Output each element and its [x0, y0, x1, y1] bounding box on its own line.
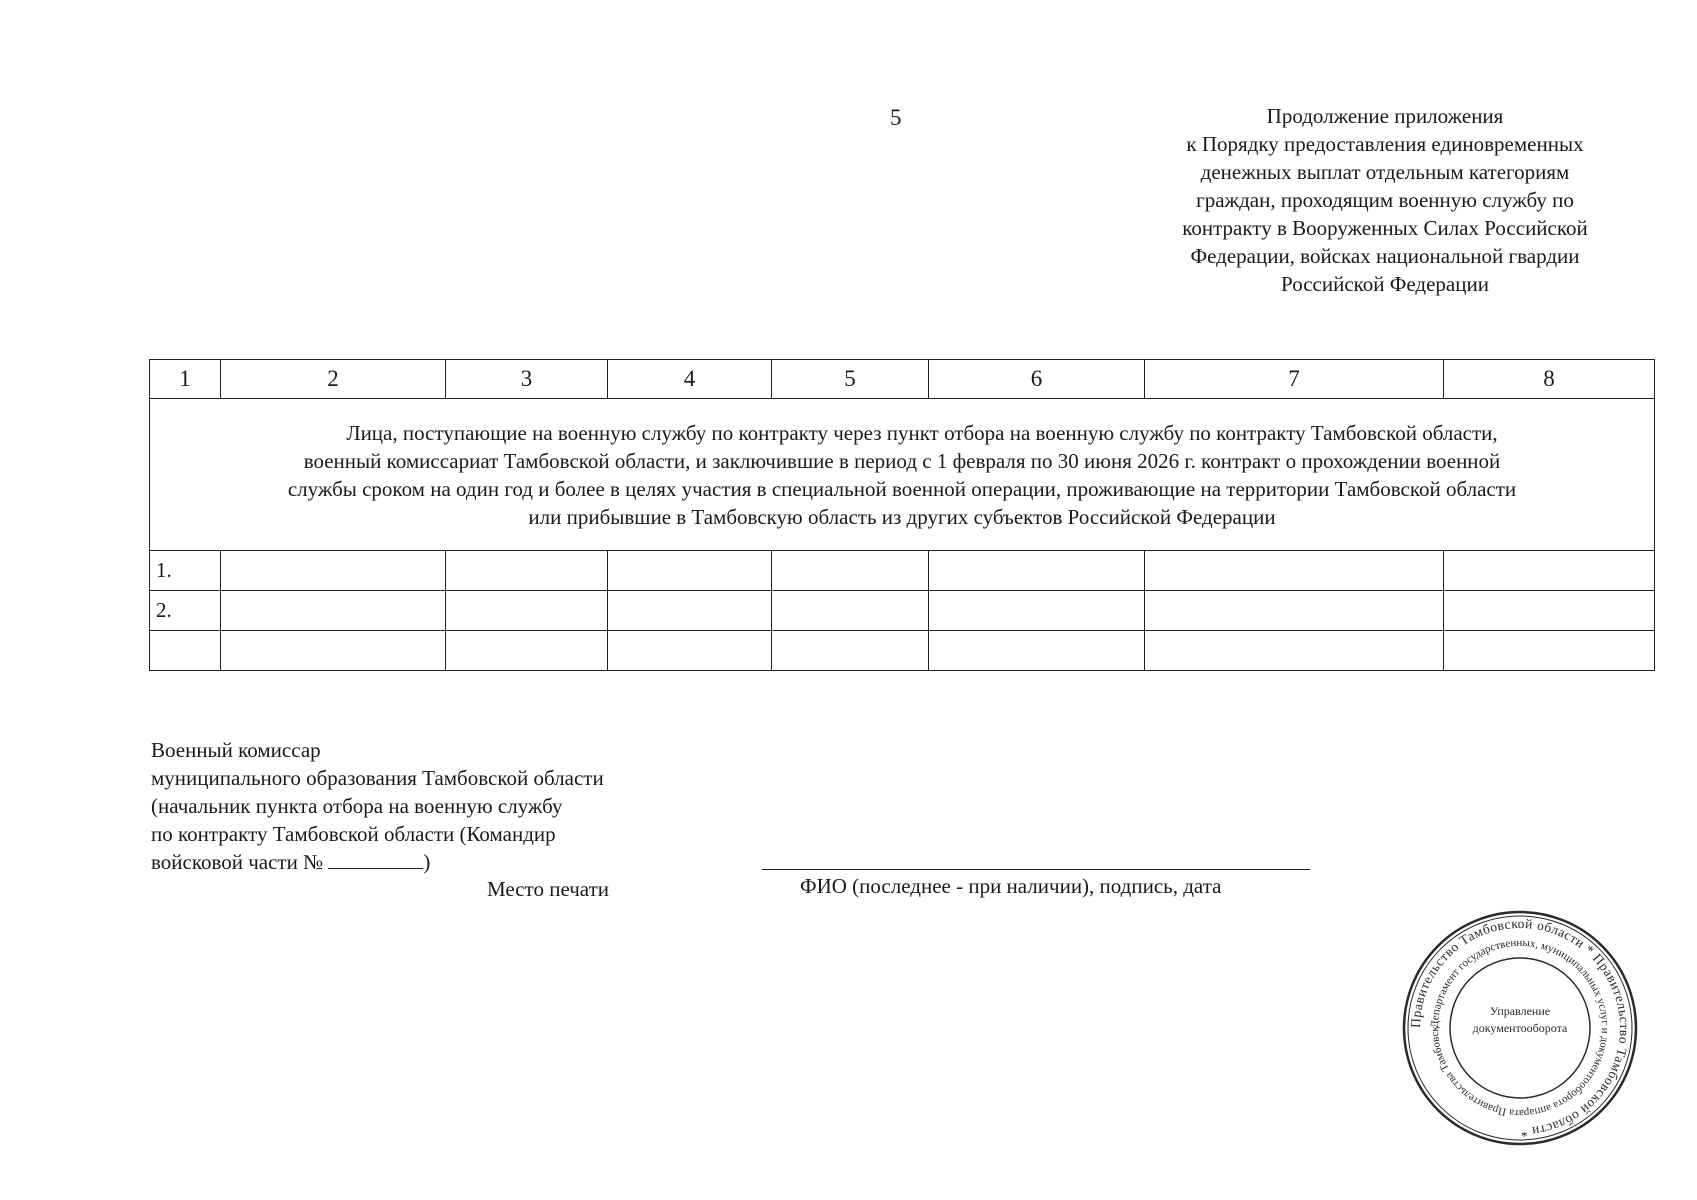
table-cell — [929, 591, 1145, 631]
appendix-header-line: Российской Федерации — [1281, 272, 1489, 296]
seal-center — [1460, 1003, 1580, 1037]
appendix-header — [1135, 102, 1635, 298]
column-number: 8 — [1444, 360, 1655, 399]
column-number: 3 — [446, 360, 608, 399]
signatory-line: по контракту Тамбовской области (Командир — [151, 822, 556, 846]
column-number: 5 — [772, 360, 929, 399]
appendix-header-line: контракту в Вооруженных Силах Российской — [1182, 216, 1588, 240]
appendix-header-line: Федерации, войсках национальной гвардии — [1190, 244, 1580, 268]
stamp-place-label: Место печати — [487, 877, 610, 901]
signatory-line: (начальник пункта отбора на военную службу — [151, 794, 563, 818]
table-cell — [608, 631, 772, 671]
appendix-header-line: к Порядку предоставления единовременных — [1186, 132, 1584, 156]
table-row — [150, 551, 1655, 591]
table-cell — [150, 631, 221, 671]
table-cell — [1145, 551, 1444, 591]
table-row — [150, 631, 1655, 671]
unit-number-blank — [328, 848, 423, 869]
table-cell — [1444, 631, 1655, 671]
table-cell — [1444, 591, 1655, 631]
section-heading-line: службы сроком на один год и более в целях участия в специальной военной операции, проживающие на территории Тамбовской области — [287, 476, 1517, 501]
signatory-line — [151, 848, 604, 876]
table-cell — [1145, 591, 1444, 631]
table-cell — [1145, 631, 1444, 671]
seal-inner-text: Департамент государственных, муниципальных услуг и документооборота аппарата Правительства Тамбовск — [1428, 936, 1612, 1120]
appendix-header-line: денежных выплат отдельным категориям — [1200, 160, 1570, 184]
table-cell — [772, 591, 929, 631]
section-heading-line: военный комиссариат Тамбовской области, и заключившие в период с 1 февраля по 30 июня 2026 г. контракт о прохождении военной — [303, 448, 1501, 473]
column-number: 7 — [1145, 360, 1444, 399]
seal-center-line: Управление — [1489, 1004, 1551, 1018]
seal-outer-text: Правительство Тамбовской области * Правительство Тамбовской области * — [1407, 915, 1633, 1141]
signature-line — [762, 869, 1310, 870]
table-row — [150, 591, 1655, 631]
signature-caption: ФИО (последнее - при наличии), подпись, дата — [800, 874, 1222, 898]
official-seal — [1400, 908, 1640, 1148]
table-cell — [221, 551, 446, 591]
table-cell — [446, 631, 608, 671]
table-cell — [446, 551, 608, 591]
column-number-row — [150, 360, 1655, 399]
closing-paren: ) — [423, 850, 431, 874]
column-number: 1 — [150, 360, 221, 399]
section-heading — [150, 399, 1655, 551]
table-cell — [929, 631, 1145, 671]
appendix-header-line: Продолжение приложения — [1266, 104, 1504, 128]
column-number: 2 — [221, 360, 446, 399]
table-cell — [608, 591, 772, 631]
unit-number-label: войсковой части № — [151, 850, 324, 874]
section-heading-line: или прибывшие в Тамбовскую область из других субъектов Российской Федерации — [528, 504, 1276, 529]
appendix-header-line: граждан, проходящим военную службу по — [1196, 188, 1574, 212]
table-cell — [446, 591, 608, 631]
signatory-block — [151, 736, 604, 876]
table-cell — [608, 551, 772, 591]
table-cell — [221, 591, 446, 631]
table-cell — [772, 631, 929, 671]
page-number: 5 — [890, 105, 902, 130]
section-heading-row — [150, 399, 1655, 551]
table-cell: 2. — [150, 591, 221, 631]
recipients-table — [149, 359, 1655, 671]
seal-center-line: документооборота — [1472, 1021, 1568, 1035]
table-cell: 1. — [150, 551, 221, 591]
table-cell — [221, 631, 446, 671]
table-cell — [772, 551, 929, 591]
column-number: 4 — [608, 360, 772, 399]
signatory-line: Военный комиссар — [151, 738, 321, 762]
signatory-line: муниципального образования Тамбовской области — [151, 766, 604, 790]
section-heading-line: Лица, поступающие на военную службу по контракту через пункт отбора на военную службу по контракту Тамбовской области, — [346, 420, 1498, 445]
column-number: 6 — [929, 360, 1145, 399]
table-cell — [929, 551, 1145, 591]
table-cell — [1444, 551, 1655, 591]
